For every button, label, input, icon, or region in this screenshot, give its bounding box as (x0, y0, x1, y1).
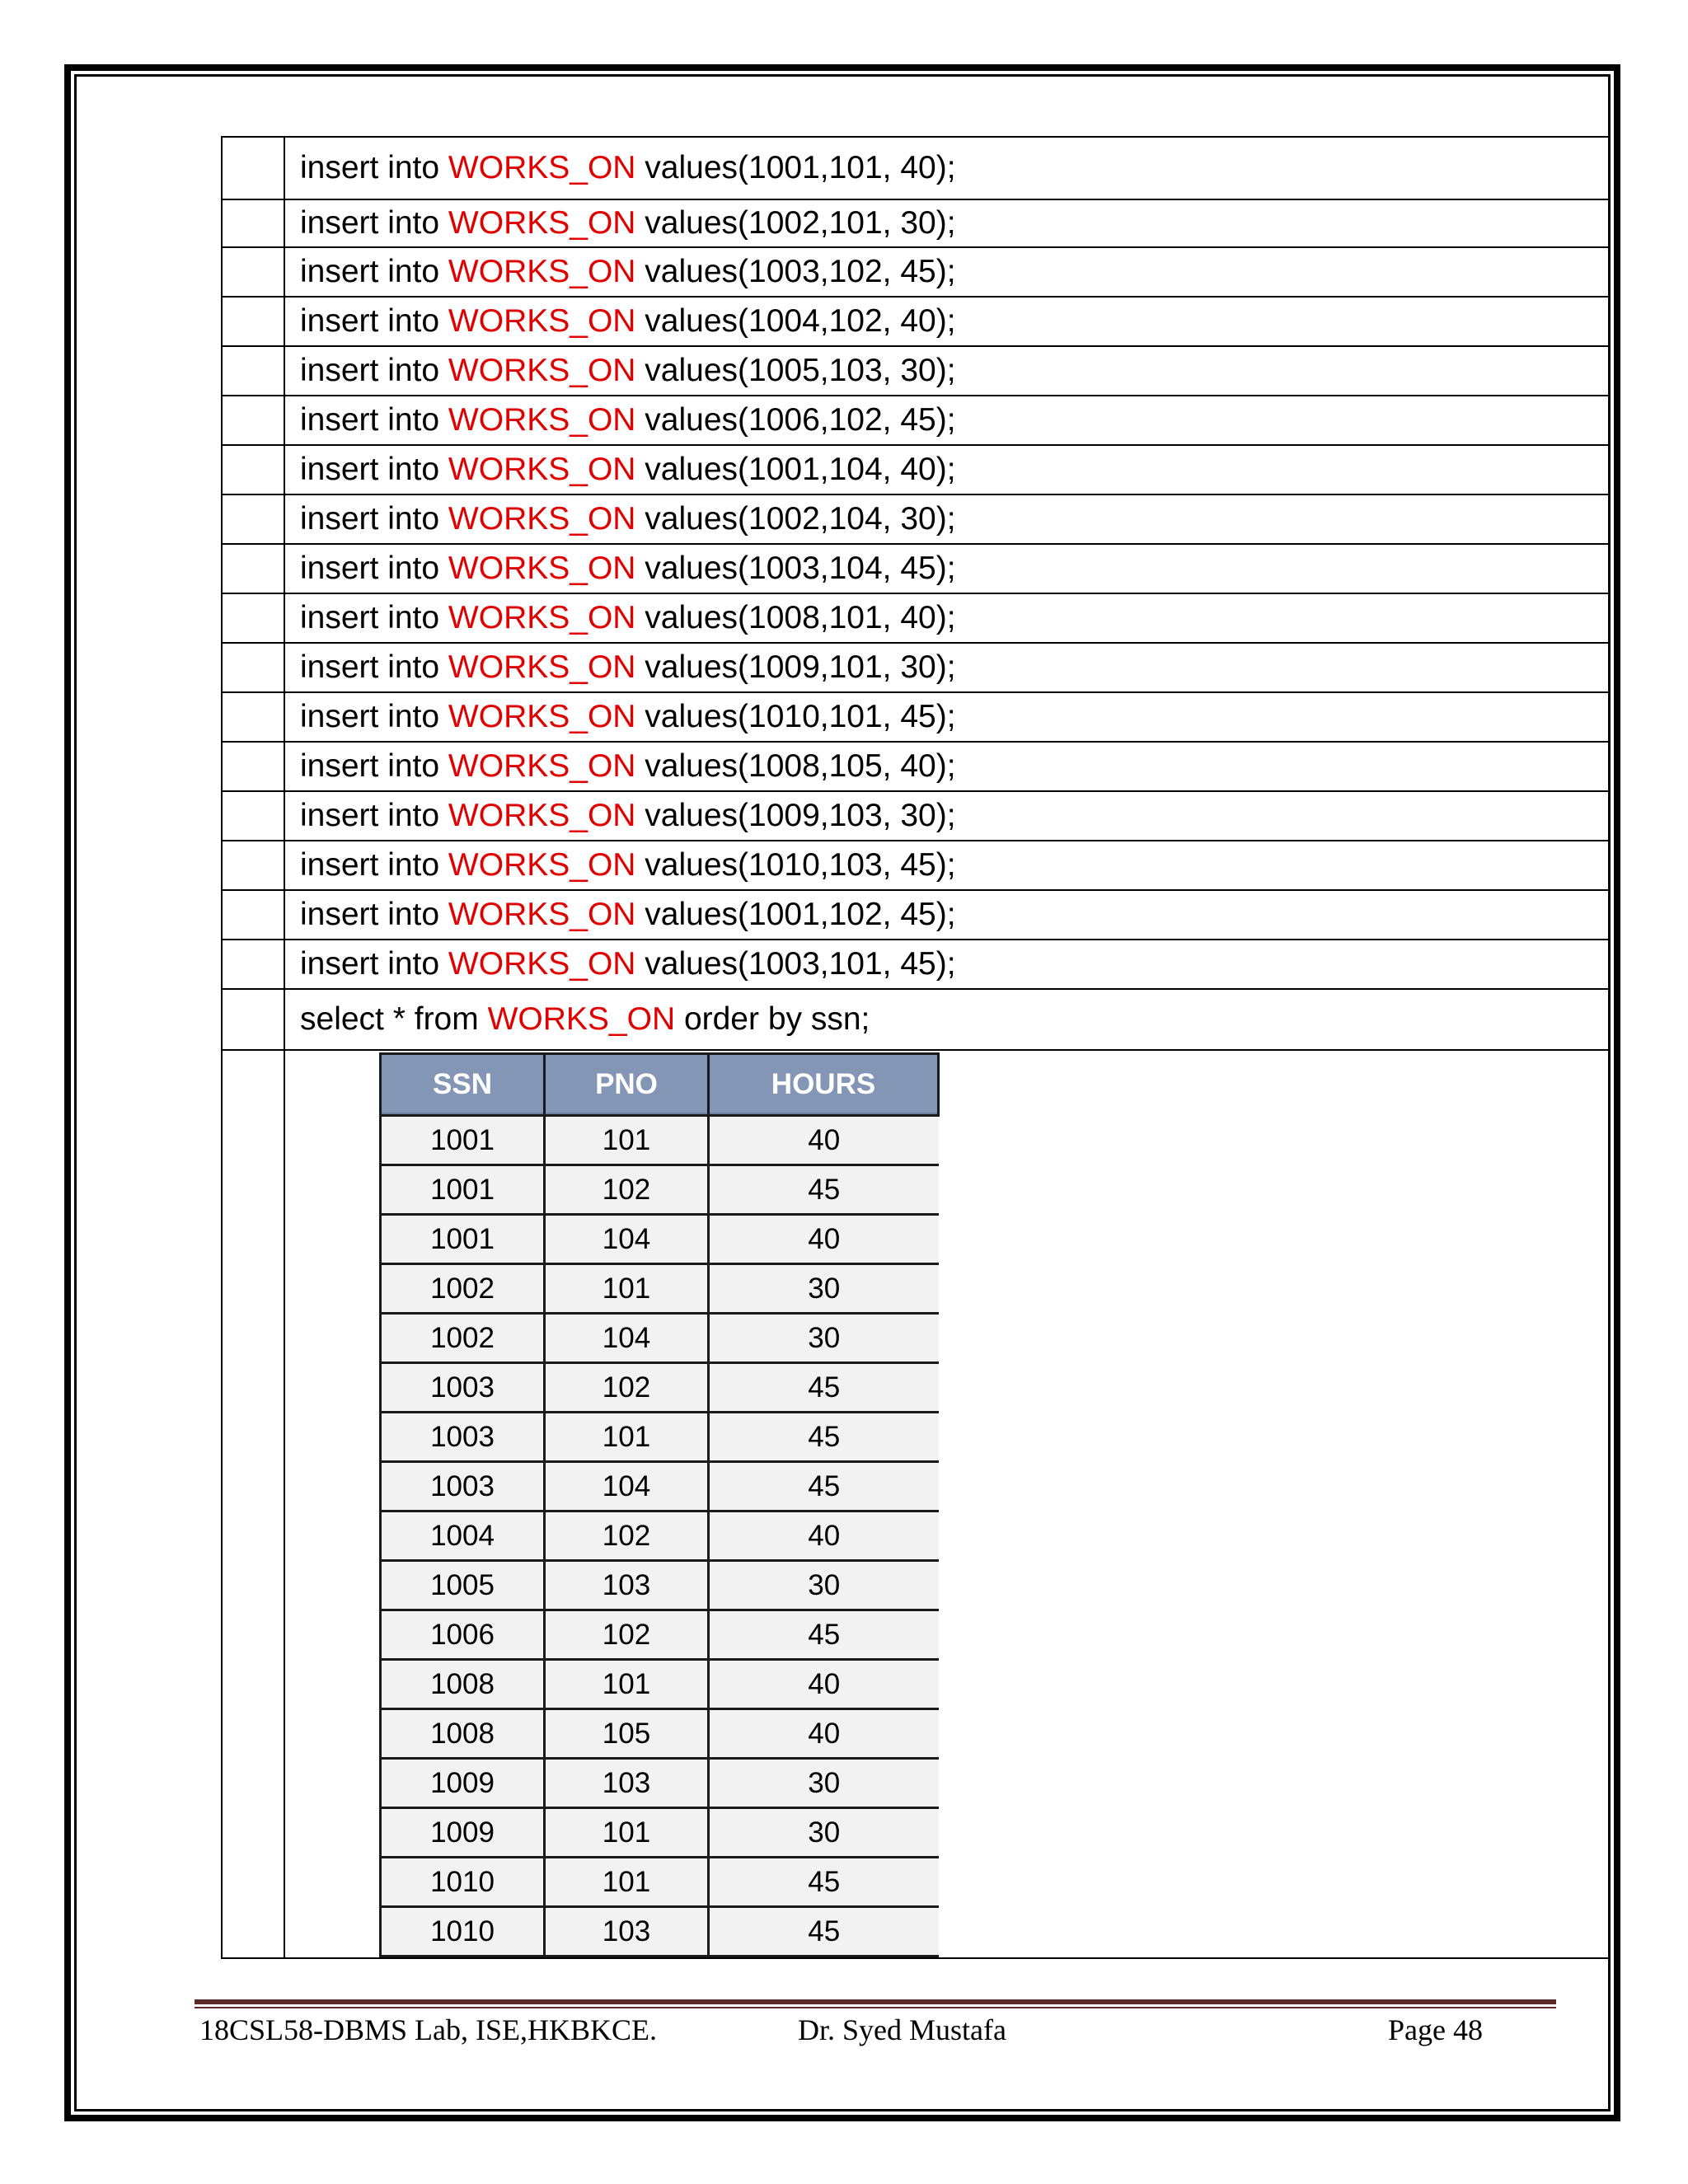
code-prefix: insert into (300, 600, 448, 635)
code-suffix: values(1002,104, 30); (635, 501, 956, 537)
table-row (381, 1116, 939, 1165)
result-cell (284, 1050, 1611, 1958)
footer-rule (195, 1999, 1556, 2004)
code-row (222, 989, 1611, 1050)
code-line (284, 247, 1611, 297)
result-cell-hours: 40 (709, 1215, 939, 1264)
table-row (381, 1462, 939, 1511)
code-row (222, 494, 1611, 544)
code-row (222, 346, 1611, 396)
code-row-gutter (222, 199, 284, 247)
code-suffix: values(1001,104, 40); (635, 452, 956, 487)
result-cell-ssn: 1010 (381, 1858, 545, 1907)
code-line (284, 494, 1611, 544)
code-prefix: insert into (300, 402, 448, 438)
code-prefix: insert into (300, 897, 448, 932)
result-cell-ssn: 1004 (381, 1511, 545, 1561)
code-row (222, 742, 1611, 791)
code-row (222, 692, 1611, 742)
code-row (222, 643, 1611, 692)
result-cell-hours: 45 (709, 1462, 939, 1511)
code-line (284, 396, 1611, 445)
footer-course: 18CSL58-DBMS Lab, ISE,HKBKCE. (199, 2013, 658, 2046)
code-row-gutter (222, 297, 284, 346)
result-cell-ssn: 1010 (381, 1907, 545, 1957)
result-cell-hours: 45 (709, 1858, 939, 1907)
code-table-name: WORKS_ON (448, 897, 636, 932)
result-cell-pno: 103 (545, 1561, 709, 1610)
footer-page-number: Page 48 (1388, 2013, 1483, 2046)
result-cell-pno: 101 (545, 1660, 709, 1709)
code-suffix: values(1008,101, 40); (635, 600, 956, 635)
result-cell-ssn: 1009 (381, 1808, 545, 1858)
result-cell-pno: 101 (545, 1413, 709, 1462)
code-line (284, 742, 1611, 791)
code-row-gutter (222, 396, 284, 445)
code-table-name: WORKS_ON (448, 798, 636, 833)
footer-rule-thin (195, 2007, 1556, 2008)
code-line (284, 445, 1611, 494)
code-row-gutter (222, 247, 284, 297)
code-row-gutter (222, 544, 284, 593)
code-suffix: values(1003,102, 45); (635, 254, 956, 289)
code-prefix: insert into (300, 847, 448, 883)
code-row-gutter (222, 791, 284, 841)
code-suffix: values(1003,104, 45); (635, 551, 956, 586)
result-cell-pno: 102 (545, 1511, 709, 1561)
sql-code-table (221, 136, 1611, 1959)
code-line (284, 297, 1611, 346)
code-table-name: WORKS_ON (448, 254, 636, 289)
code-row (222, 890, 1611, 940)
result-cell-hours: 40 (709, 1709, 939, 1759)
result-cell-ssn: 1003 (381, 1363, 545, 1413)
result-row (222, 1050, 1611, 1958)
query-result-table (379, 1052, 940, 1957)
code-row-gutter (222, 593, 284, 643)
code-line (284, 989, 1611, 1050)
result-cell-hours: 40 (709, 1511, 939, 1561)
result-cell-pno: 101 (545, 1808, 709, 1858)
code-line (284, 593, 1611, 643)
code-table-name: WORKS_ON (448, 402, 636, 438)
code-row (222, 297, 1611, 346)
code-suffix: values(1005,103, 30); (635, 353, 956, 388)
result-cell-ssn: 1002 (381, 1264, 545, 1314)
result-cell-hours: 30 (709, 1561, 939, 1610)
code-row-gutter (222, 494, 284, 544)
result-cell-hours: 45 (709, 1610, 939, 1660)
code-prefix: insert into (300, 748, 448, 784)
table-row (381, 1215, 939, 1264)
code-prefix: insert into (300, 649, 448, 685)
code-prefix: insert into (300, 150, 448, 185)
result-cell-ssn: 1006 (381, 1610, 545, 1660)
code-table-name: WORKS_ON (448, 551, 636, 586)
result-cell-ssn: 1003 (381, 1413, 545, 1462)
table-row (381, 1413, 939, 1462)
code-prefix: insert into (300, 946, 448, 982)
result-cell-pno: 104 (545, 1314, 709, 1363)
result-cell-ssn: 1005 (381, 1561, 545, 1610)
code-line (284, 643, 1611, 692)
result-cell-pno: 102 (545, 1363, 709, 1413)
code-prefix: insert into (300, 254, 448, 289)
result-cell-pno: 101 (545, 1858, 709, 1907)
result-header-pno: PNO (545, 1054, 709, 1116)
footer-author: Dr. Syed Mustafa (798, 2013, 1006, 2046)
code-suffix: values(1010,103, 45); (635, 847, 956, 883)
table-row (381, 1165, 939, 1215)
code-prefix: insert into (300, 205, 448, 241)
result-cell-hours: 45 (709, 1165, 939, 1215)
table-row (381, 1314, 939, 1363)
result-cell-hours: 45 (709, 1907, 939, 1957)
code-row (222, 593, 1611, 643)
result-cell-hours: 30 (709, 1314, 939, 1363)
code-row-gutter (222, 890, 284, 940)
result-cell-ssn: 1001 (381, 1165, 545, 1215)
code-suffix: values(1002,101, 30); (635, 205, 956, 241)
result-cell-pno: 105 (545, 1709, 709, 1759)
code-table-name: WORKS_ON (448, 946, 636, 982)
table-row (381, 1709, 939, 1759)
code-prefix: insert into (300, 303, 448, 339)
code-suffix: values(1009,101, 30); (635, 649, 956, 685)
code-row-gutter (222, 137, 284, 199)
code-row (222, 791, 1611, 841)
result-header-row (381, 1054, 939, 1116)
result-cell-hours: 30 (709, 1264, 939, 1314)
result-cell-pno: 104 (545, 1215, 709, 1264)
result-cell-pno: 104 (545, 1462, 709, 1511)
table-row (381, 1858, 939, 1907)
code-row (222, 940, 1611, 989)
code-table-name: WORKS_ON (448, 748, 636, 784)
code-row-gutter (222, 989, 284, 1050)
code-table-name: WORKS_ON (448, 699, 636, 734)
result-header-ssn: SSN (381, 1054, 545, 1116)
code-suffix: values(1008,105, 40); (635, 748, 956, 784)
code-row-gutter (222, 940, 284, 989)
code-suffix: order by ssn; (675, 1001, 870, 1037)
code-table-name: WORKS_ON (448, 501, 636, 537)
result-cell-pno: 103 (545, 1907, 709, 1957)
code-row-gutter (222, 346, 284, 396)
code-prefix: insert into (300, 353, 448, 388)
code-table-name: WORKS_ON (448, 600, 636, 635)
code-row (222, 841, 1611, 890)
result-cell-ssn: 1001 (381, 1215, 545, 1264)
result-cell-hours: 45 (709, 1413, 939, 1462)
code-line (284, 940, 1611, 989)
table-row (381, 1511, 939, 1561)
code-suffix: values(1004,102, 40); (635, 303, 956, 339)
code-table-name: WORKS_ON (448, 847, 636, 883)
result-row-gutter (222, 1050, 284, 1958)
code-prefix: insert into (300, 452, 448, 487)
code-suffix: values(1003,101, 45); (635, 946, 956, 982)
code-row (222, 445, 1611, 494)
code-table-name: WORKS_ON (487, 1001, 676, 1037)
code-suffix: values(1001,102, 45); (635, 897, 956, 932)
result-cell-hours: 40 (709, 1116, 939, 1165)
result-cell-ssn: 1008 (381, 1660, 545, 1709)
code-suffix: values(1010,101, 45); (635, 699, 956, 734)
table-row (381, 1610, 939, 1660)
code-table-name: WORKS_ON (448, 353, 636, 388)
table-row (381, 1363, 939, 1413)
table-row (381, 1660, 939, 1709)
table-row (381, 1264, 939, 1314)
code-table-name: WORKS_ON (448, 649, 636, 685)
result-cell-hours: 40 (709, 1660, 939, 1709)
result-cell-pno: 103 (545, 1759, 709, 1808)
code-prefix: insert into (300, 699, 448, 734)
code-row-gutter (222, 692, 284, 742)
result-cell-ssn: 1002 (381, 1314, 545, 1363)
code-row-gutter (222, 742, 284, 791)
code-table-name: WORKS_ON (448, 303, 636, 339)
result-cell-pno: 102 (545, 1610, 709, 1660)
code-table-name: WORKS_ON (448, 150, 636, 185)
code-row (222, 544, 1611, 593)
result-cell-ssn: 1003 (381, 1462, 545, 1511)
table-row (381, 1808, 939, 1858)
result-cell-pno: 101 (545, 1116, 709, 1165)
table-row (381, 1759, 939, 1808)
code-line (284, 199, 1611, 247)
code-line (284, 692, 1611, 742)
code-prefix: insert into (300, 798, 448, 833)
code-row-gutter (222, 643, 284, 692)
code-suffix: values(1009,103, 30); (635, 798, 956, 833)
result-cell-pno: 102 (545, 1165, 709, 1215)
code-row-gutter (222, 445, 284, 494)
code-prefix: insert into (300, 501, 448, 537)
code-suffix: values(1006,102, 45); (635, 402, 956, 438)
table-row (381, 1907, 939, 1957)
code-row (222, 396, 1611, 445)
code-line (284, 346, 1611, 396)
result-header-hours: HOURS (709, 1054, 939, 1116)
code-line (284, 544, 1611, 593)
code-prefix: select * from (300, 1001, 488, 1037)
result-cell-ssn: 1009 (381, 1759, 545, 1808)
code-row (222, 137, 1611, 199)
code-line (284, 791, 1611, 841)
code-suffix: values(1001,101, 40); (635, 150, 956, 185)
code-table-name: WORKS_ON (448, 205, 636, 241)
result-cell-hours: 45 (709, 1363, 939, 1413)
code-line (284, 137, 1611, 199)
result-cell-hours: 30 (709, 1808, 939, 1858)
result-cell-pno: 101 (545, 1264, 709, 1314)
table-row (381, 1561, 939, 1610)
code-line (284, 841, 1611, 890)
code-line (284, 890, 1611, 940)
code-row (222, 199, 1611, 247)
code-row-gutter (222, 841, 284, 890)
code-prefix: insert into (300, 551, 448, 586)
result-cell-hours: 30 (709, 1759, 939, 1808)
result-cell-ssn: 1008 (381, 1709, 545, 1759)
code-table-name: WORKS_ON (448, 452, 636, 487)
result-cell-ssn: 1001 (381, 1116, 545, 1165)
code-row (222, 247, 1611, 297)
